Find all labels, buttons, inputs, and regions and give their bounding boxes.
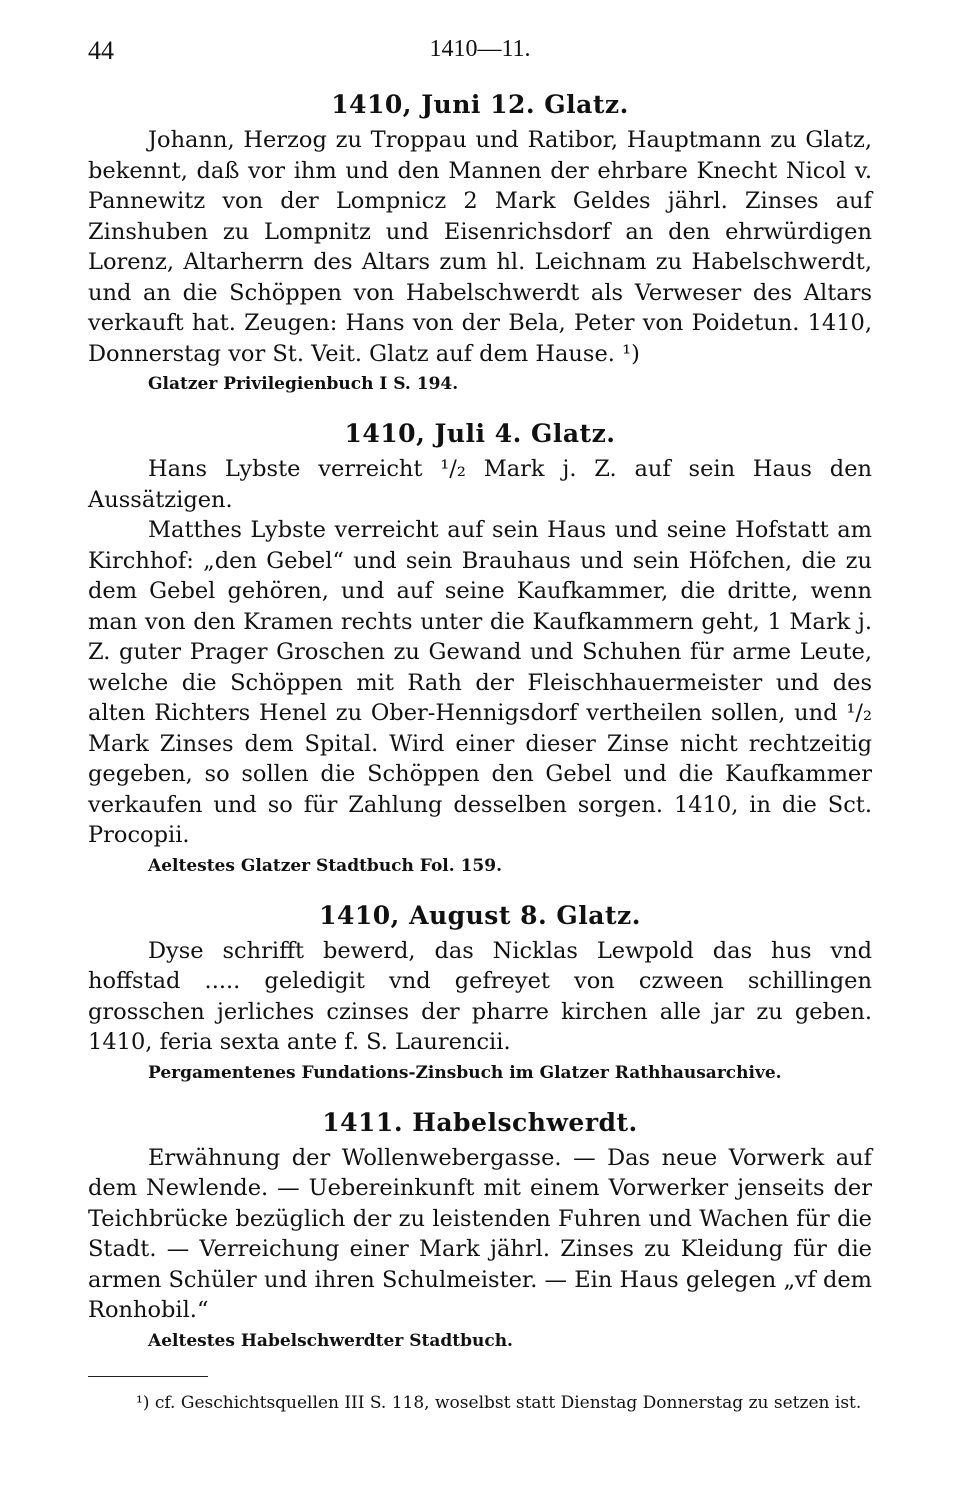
entry-1410-august-8 [88, 901, 872, 1086]
source-citation: Aeltestes Habelschwerdter Stadtbuch. [148, 1330, 513, 1351]
entry-paragraph: Erwähnung der Wollenwebergasse. — Das neue Vorwerk auf dem Newlende. — Uebereinkunft mit einem Vorwerker jenseits der Teichbrücke bezüglich der zu leistenden Fuhren und Wachen für die Stadt. — Verreichung einer Mark jährl. Zinses zu Kleidung für die armen Schüler und ihren Schulmeister. — Ein Haus gelegen „vf dem Ronhobil.“ [88, 1144, 872, 1323]
source-citation: Glatzer Privilegienbuch I S. 194. [148, 374, 459, 394]
page-number: 44 [88, 36, 114, 65]
footnote-rule [88, 1376, 208, 1377]
entry-heading: 1411. Habelschwerdt. [322, 1107, 638, 1137]
page [88, 30, 872, 1416]
running-head [88, 30, 872, 70]
entry-heading: 1410, Juni 12. Glatz. [331, 90, 629, 119]
entry-heading: 1410, Juli 4. Glatz. [344, 419, 616, 448]
entry-paragraph: Dyse schrifft bewerd, das Nicklas Lewpold das hus vnd hoffstad ..... geledigit vnd gefreyet von czween schillingen grosschen jerliches czinses der pharre kirchen alle jar zu geben. 1410, feria sexta ante f. S. Laurencii. [88, 937, 872, 1055]
entry-paragraph: Matthes Lybste verreicht auf sein Haus und seine Hofstatt am Kirchhof: „den Gebel“ und sein Brauhaus und sein Höfchen, die zu dem Gebel gehören, und auf seine Kaufkammer, die dritte, wenn man von den Kramen rechts unter die Kaufkammern geht, 1 Mark j. Z. guter Prager Groschen zu Gewand und Schuhen für arme Leute, welche die Schöppen mit Rath der Fleischhauermeister und des alten Richters Henel zu Ober-Hennigsdorf vertheilen sollen, und ¹/₂ Mark Zinses dem Spital. Wird einer dieser Zinse nicht rechtzeitig gegeben, so sollen die Schöppen den Gebel und die Kaufkammer verkaufen und so für Zahlung desselben sorgen. 1410, in die Sct. Procopii. [88, 517, 872, 848]
entry-1411-habelschwerdt [88, 1108, 872, 1354]
source-citation: Aeltestes Glatzer Stadtbuch Fol. 159. [148, 855, 502, 876]
source-citation: Pergamentenes Fundations-Zinsbuch im Glatzer Rathhausarchive. [148, 1062, 782, 1083]
entry-1410-juli-4 [88, 419, 872, 879]
entry-paragraph: Hans Lybste verreicht ¹/₂ Mark j. Z. auf sein Haus den Aussätzigen. [88, 456, 872, 513]
entry-heading: 1410, August 8. Glatz. [319, 900, 641, 930]
footnote: ¹) cf. Geschichtsquellen III S. 118, woselbst statt Dienstag Donnerstag zu setzen ist. [136, 1392, 862, 1413]
entry-paragraph: Johann, Herzog zu Troppau und Ratibor, Hauptmann zu Glatz, bekennt, daß vor ihm und den Mannen der ehrbare Knecht Nicol v. Pannewitz von der Lompnicz 2 Mark Geldes jährl. Zinses auf Zinshuben zu Lompnitz und Eisenrichsdorf an den ehrwürdigen Lorenz, Altarherrn des Altars zum hl. Leichnam zu Habelschwerdt, und an die Schöppen von Habelschwerdt als Verweser des Altars verkauft hat. Zeugen: Hans von der Bela, Peter von Poidetun. 1410, Donnerstag vor St. Veit. Glatz auf dem Hause. ¹) [88, 127, 872, 367]
entry-1410-juni-12 [88, 90, 872, 397]
running-title: 1410—11. [429, 36, 531, 62]
